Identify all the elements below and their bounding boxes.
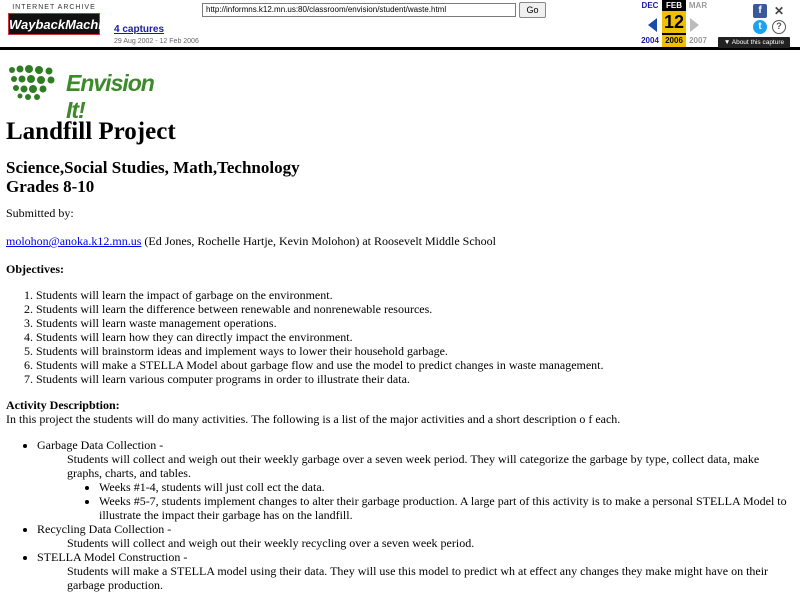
activity-item — [37, 522, 796, 550]
envision-it-logo — [8, 62, 168, 123]
activity-heading: Activity Descripbtion: — [6, 398, 120, 412]
current-day-label: 12 — [663, 12, 685, 32]
close-icon[interactable]: ✕ — [773, 4, 785, 18]
activities-list — [37, 438, 796, 592]
activity-description: Students will collect and weigh out their weekly recycling over a seven week period. — [67, 536, 475, 550]
captures-link[interactable]: 4 captures — [114, 24, 165, 35]
activity-item — [37, 438, 796, 522]
prev-year-label: 2004 — [641, 36, 659, 45]
objective-item: 1. Students will learn the impact of garbage on the environment. — [36, 288, 796, 302]
prev-month-label: DEC — [641, 1, 659, 10]
objective-item: 4. Students will learn how they can directly impact the environment. — [36, 330, 796, 344]
activity-title: STELLA Model Construction - — [37, 550, 188, 564]
objective-item: 6. Students will make a STELLA Model about garbage flow and use the model to predict changes in waste management. — [36, 358, 796, 372]
activity-subitem: • Weeks #1-4, students will just coll ect the data. — [99, 480, 796, 494]
capture-range: 29 Aug 2002 - 12 Feb 2006 — [114, 38, 199, 45]
wayback-logo[interactable] — [8, 4, 118, 42]
subjects-text: Science,Social Studies, Math,Technology — [6, 158, 300, 177]
activity-title: Recycling Data Collection - — [37, 522, 172, 536]
activity-description: Students will make a STELLA model using their data. They will use this model to predict wh at effect any changes they make might have on their garbage production. — [67, 564, 769, 592]
objectives-list — [36, 288, 796, 386]
next-month-label: MAR — [688, 1, 708, 10]
main-content — [6, 116, 796, 592]
objective-item: 3. Students will learn waste management operations. — [36, 316, 796, 330]
facebook-icon[interactable]: f — [753, 4, 767, 18]
next-capture-arrow-icon — [690, 18, 699, 32]
objective-item: 2. Students will learn the difference between renewable and nonrenewable resources. — [36, 302, 796, 316]
calendar-current-month — [662, 0, 686, 47]
activity-description: Students will collect and weigh out their weekly garbage over a seven week period. They will categorize the garbage by type, collect data, make graphs, charts, and tables. — [67, 452, 760, 480]
page-title: Landfill Project — [6, 118, 176, 145]
twitter-icon[interactable]: t — [753, 20, 767, 34]
url-input[interactable]: http://informns.k12.mn.us:80/classroom/envision/student/waste.html — [202, 3, 516, 17]
authors-text: (Ed Jones, Rochelle Hartje, Kevin Molohon) at Roosevelt Middle School — [141, 234, 496, 248]
help-icon[interactable]: ? — [772, 20, 786, 34]
wayback-machine-wordmark: WaybackMachine — [8, 13, 100, 35]
email-link[interactable]: molohon@anoka.k12.mn.us — [6, 234, 142, 248]
activity-item — [37, 550, 796, 592]
activity-sublist — [99, 480, 796, 522]
objective-item: 5. Students will brainstorm ideas and implement ways to lower their household garbage. — [36, 344, 796, 358]
activity-title: Garbage Data Collection - — [37, 438, 164, 452]
next-year-label: 2007 — [689, 36, 707, 45]
internet-archive-label: INTERNET ARCHIVE — [12, 4, 96, 11]
current-year-label: 2006 — [662, 35, 686, 47]
go-button[interactable]: Go — [519, 2, 546, 18]
objective-item: 7. Students will learn various computer programs in order to illustrate their data. — [36, 372, 796, 386]
activity-subitem: • Weeks #5-7, students implement changes to alter their garbage production. A large part of this activity is to make a personal STELLA Model to illustrate the impact their garbage has on the landfill. — [99, 494, 796, 522]
current-month-label: FEB — [662, 0, 686, 12]
envision-it-wordmark: Envision It! — [66, 70, 154, 123]
grades-text: Grades 8-10 — [6, 177, 95, 196]
objectives-heading: Objectives: — [6, 262, 64, 276]
activity-intro: In this project the students will do many activities. The following is a list of the major activities and a short description o f each. — [6, 412, 621, 426]
about-capture-button[interactable]: ▼ About this capture — [718, 37, 790, 48]
submitted-label: Submitted by: — [6, 206, 74, 220]
submitter-line — [6, 234, 796, 248]
subjects-heading — [6, 158, 796, 196]
dots-logo-icon — [8, 64, 70, 100]
prev-capture-arrow-icon[interactable] — [648, 18, 657, 32]
wayback-toolbar — [0, 0, 800, 50]
